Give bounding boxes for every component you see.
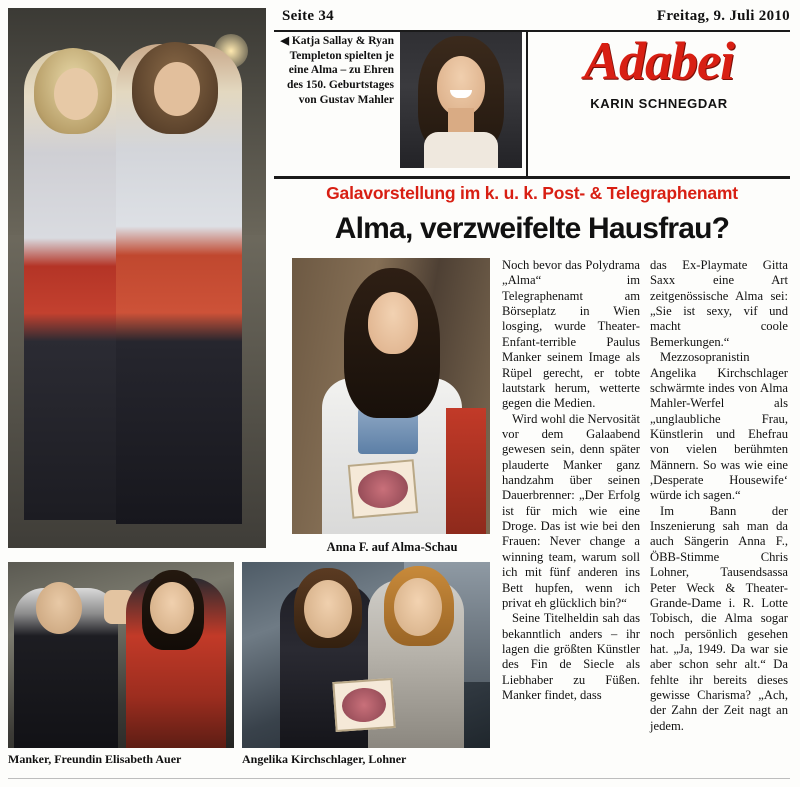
body-paragraph: das Ex-Playmate Gitta Saxx eine Art zeitgenössische Alma sei: „Sie ist sexy, vif und macht coole Bemerkungen.“ — [650, 258, 788, 349]
photo-held-card — [348, 459, 418, 519]
body-paragraph: Im Bann der Inszenierung sah man da auch Sängerin Anna F., ÖBB-Stimme Chris Lohner, Tausendsassa Peter Weck & Theater-Grande-Dame i. R. Lotte Tobisch, die Alma sogar noch persönlich gesehen hat. „Ja, 1949. Da war sie aber schon sehr alt.“ Da fehlte ihr bereits dieses gewisse Charisma? „Ach, der Zahn der Zeit nagt an jedem. — [650, 503, 788, 733]
caption-text: Katja Sallay & Ryan Templeton spielten je eine Alma – zu Ehren des 150. Geburtstages von Gustav Mahler — [286, 35, 394, 106]
photo-face-left — [54, 68, 98, 120]
body-paragraph: Wird wohl die Nervosität vor dem Galaabend gewesen sein, denn später plauderte Manker ganz handzahm über seinen Dauerbrenner: „Der Erfolg ist für mich wie eine Droge. Das ist wie bei den Frauen: Never change a winning team, warum soll ich mit fünf anderen ins Bett hupfen, wenn ich privat eh glücklich bin?“ — [502, 411, 640, 610]
caption-manker-auer: Manker, Freundin Elisabeth Auer — [8, 752, 182, 766]
body-paragraph: Mezzosopranistin Angelika Kirchschlager schwärmte indes von Alma Mahler-Werfel als „unglaubliche Frau, Künstlerin und Ehefrau von vielen berühmten Männern. So was wie eine ,Desperate Housewife‘ würde ich sagen.“ — [650, 350, 788, 503]
adabei-logo-text: Adabei — [584, 31, 734, 91]
body-column-1 — [502, 258, 640, 770]
publication-date: Freitag, 9. Juli 2010 — [656, 8, 790, 24]
photo-man-head — [36, 582, 82, 634]
photo-face — [368, 292, 418, 354]
column-logo — [530, 31, 788, 111]
body-paragraph: Noch bevor das Polydrama „Alma“ im Telegraphenamt am Börseplatz in Wien losging, wurde Theater-Enfant-terrible Paulus Manker seinem Image als Rüpel gerecht, er tobte lautstark herum, wetterte gegen die Medien. — [502, 258, 640, 411]
photo-karin-schnegdar — [400, 32, 522, 168]
headshot-face — [437, 56, 485, 116]
photo-katja-sallay-ryan-templeton — [8, 8, 266, 548]
photo-face-right — [154, 62, 200, 116]
author-byline: KARIN SCHNEGDAR — [590, 96, 728, 111]
photo-kirchschlager-lohner — [242, 562, 490, 748]
page-number-label: Seite 34 — [282, 8, 334, 24]
caption-arrow-icon: ◀ — [280, 35, 289, 47]
masthead-rule-bottom — [274, 176, 790, 179]
photo-woman-left-head — [304, 580, 352, 638]
photo-red-element — [446, 408, 486, 534]
photo-anna-f — [292, 258, 490, 534]
body-paragraph: Seine Titelheldin sah das bekanntlich anders – ihr lagen die größten Künstler des Fin de Siecle als Liebhaber zu Füßen. Manker findet, dass — [502, 611, 640, 703]
photo-woman-head — [150, 582, 194, 634]
caption-anna-f: Anna F. auf Alma-Schau — [326, 540, 458, 554]
photo-manker-auer — [8, 562, 234, 748]
photo-held-card — [332, 678, 395, 732]
masthead-divider — [526, 30, 528, 176]
photo-woman-right-head — [394, 578, 442, 636]
article-overline: Galavorstellung im k. u. k. Post- & Telegraphenamt — [326, 183, 738, 203]
article-headline: Alma, verzweifelte Hausfrau? — [334, 212, 730, 245]
body-column-2 — [650, 258, 788, 733]
headshot-clothing — [424, 132, 498, 168]
caption-kirchschlager-lohner: Angelika Kirchschlager, Lohner — [242, 752, 407, 766]
caption-katja-ryan — [276, 34, 394, 108]
page-bottom-rule — [8, 778, 790, 779]
